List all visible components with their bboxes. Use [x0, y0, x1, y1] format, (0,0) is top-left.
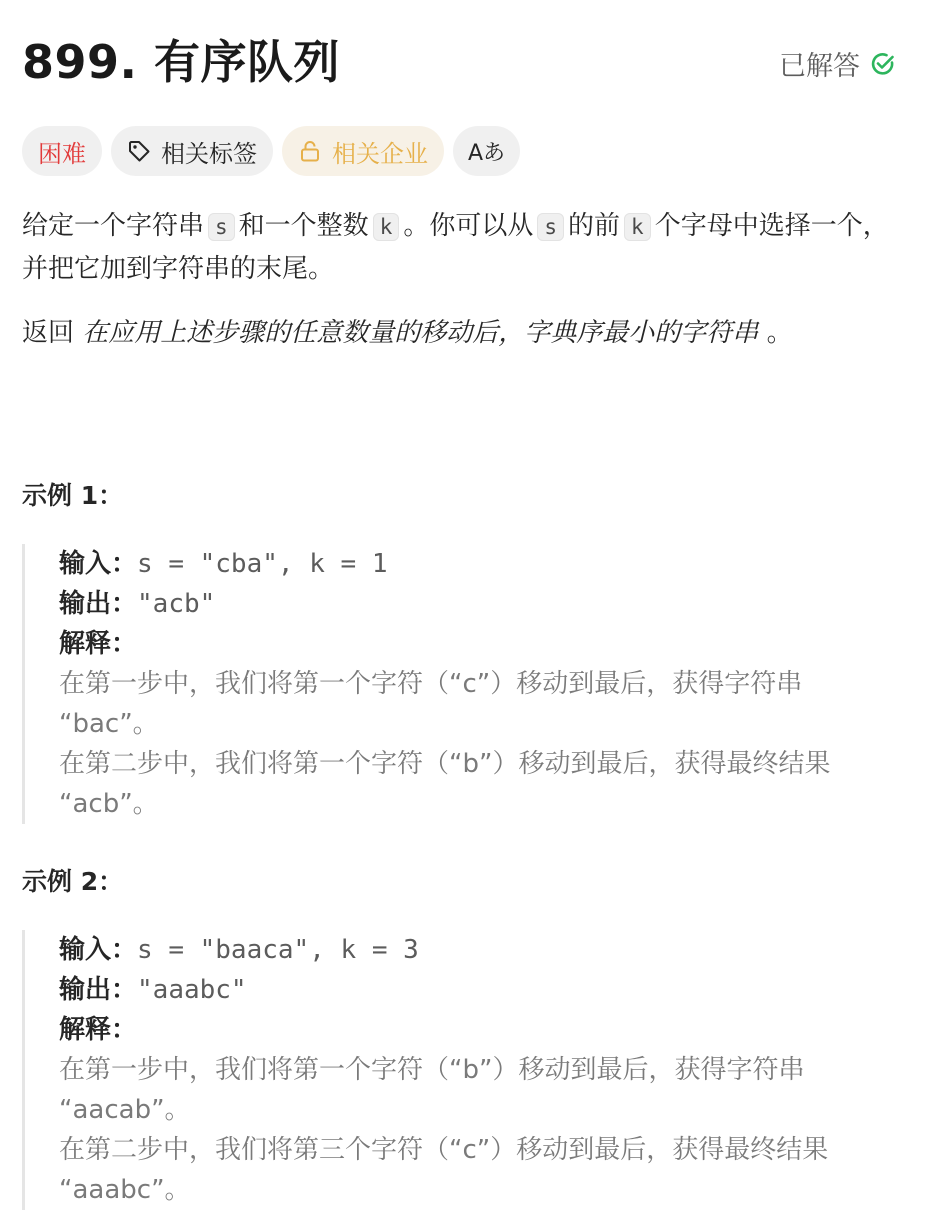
example-2-explain-2b: “aaabc”。: [59, 1175, 191, 1205]
desc-text: 。你可以从: [403, 211, 534, 241]
example-2-explain-2: 在第二步中，我们将第三个字符（“c”）移动到最后，获得最终结果: [59, 1135, 829, 1165]
input-label: 输入：: [59, 549, 138, 579]
output-label: 输出：: [59, 589, 138, 619]
check-circle-icon: [870, 51, 896, 77]
desc-text: 。: [766, 318, 793, 348]
desc-text: 给定一个字符串: [22, 211, 205, 241]
description-paragraph-1: [22, 205, 902, 290]
output-value: "aaabc": [137, 975, 247, 1005]
example-1-explain-label: 解释：: [59, 629, 138, 659]
lock-icon: [298, 139, 322, 163]
example-1-block: [22, 544, 902, 824]
input-value: s = "cba", k = 1: [137, 549, 388, 579]
desc-text: 个字母中选择一个，并把它加到字符串的末尾。: [22, 211, 889, 284]
example-1-explain-2: 在第二步中，我们将第一个字符（“b”）移动到最后，获得最终结果: [59, 749, 831, 779]
tag-icon: [127, 139, 151, 163]
problem-title: 899. 有序队列: [22, 35, 341, 89]
example-2-input: [59, 930, 902, 970]
related-companies-button[interactable]: [282, 126, 444, 176]
description-paragraph-2: [22, 312, 902, 354]
problem-header: [22, 30, 896, 100]
solved-label: 已解答: [779, 51, 860, 82]
example-1-output: [59, 584, 902, 624]
desc-text: 的前: [568, 211, 621, 241]
code-s: s: [208, 213, 235, 241]
tag-bar: [22, 126, 520, 176]
input-label: 输入：: [59, 935, 138, 965]
code-k: k: [624, 213, 651, 241]
desc-text: 返回: [22, 318, 75, 348]
code-s: s: [537, 213, 564, 241]
example-2-explain-label: 解释：: [59, 1015, 138, 1045]
input-value: s = "baaca", k = 3: [137, 935, 419, 965]
problem-description: [22, 205, 902, 376]
example-2-title: 示例 2：: [22, 867, 124, 896]
example-1-explain-1: 在第一步中，我们将第一个字符（“c”）移动到最后，获得字符串: [59, 669, 803, 699]
output-label: 输出：: [59, 975, 138, 1005]
code-k: k: [373, 213, 400, 241]
example-1-title: 示例 1：: [22, 481, 124, 510]
example-1-explain-1b: “bac”。: [59, 709, 159, 739]
output-value: "acb": [137, 589, 216, 619]
related-tags-label: 相关标签: [161, 139, 257, 168]
example-2-explain-1: 在第一步中，我们将第一个字符（“b”）移动到最后，获得字符串: [59, 1055, 805, 1085]
desc-emphasis: 在应用上述步骤的任意数量的移动后，字典序最小的字符串: [82, 318, 759, 348]
difficulty-badge[interactable]: 困难: [22, 126, 102, 176]
example-1-input: [59, 544, 902, 584]
example-1-explain-2b: “acb”。: [59, 789, 159, 819]
translate-button[interactable]: [453, 126, 520, 176]
desc-text: 和一个整数: [238, 211, 369, 241]
example-2-block: [22, 930, 902, 1210]
translate-icon: Aあ: [468, 140, 506, 166]
related-tags-button[interactable]: [111, 126, 273, 176]
related-companies-label: 相关企业: [332, 139, 428, 168]
example-2-explain-1b: “aacab”。: [59, 1095, 191, 1125]
solved-status: [779, 44, 896, 83]
example-2-output: [59, 970, 902, 1010]
